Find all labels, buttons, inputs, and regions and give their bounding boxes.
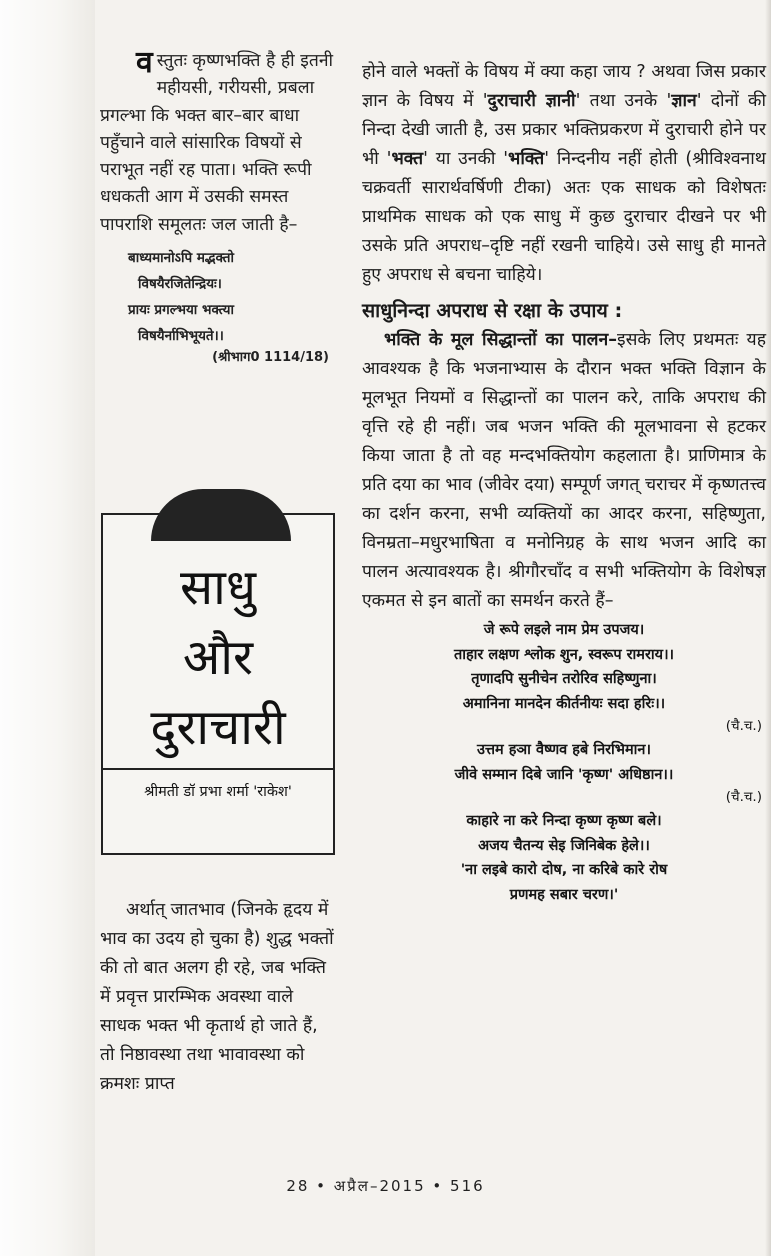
bengali-verse-3 [362, 809, 766, 907]
text-run: होने वाले भक्तों के विषय में क्या कहा जाय ? अथवा जिस प्रकार ज्ञान के विषय में ' [362, 62, 766, 111]
verse-line: तृणादपि सुनीचेन तरोरिव सहिष्णुना। [471, 671, 657, 687]
page-gutter-shade [0, 0, 95, 1256]
verse-line: प्रणमह सबार चरण।' [509, 886, 619, 903]
paragraph [362, 58, 766, 290]
left-column-bottom [100, 896, 336, 1099]
verse-line: 'ना लइबे कारो दोष, ना करिबे कारे रोष [460, 862, 668, 878]
verse-line: जीवे सम्मान दिबे जानि 'कृष्ण' अधिष्ठान।। [454, 766, 674, 783]
text-run: ' दोनों की निन्दा देखी जाती है, उस प्रकार भक्तिप्रकरण में दुराचारी होने पर भी ' [362, 91, 766, 169]
paragraph: अर्थात् जातभाव (जिनके हृदय में भाव का उदय हो चुका है) शुद्ध भक्तों की तो बात अलग ही रहे, जब भक्ति में प्रवृत्त प्रारम्भिक अवस्था वाले साधक भक्त भी कृतार्थ हो जाते हैं, तो निष्ठावस्था तथा भावावस्था को क्रमशः प्राप्त [100, 900, 334, 1094]
emphasis: ज्ञान [671, 91, 697, 111]
verse-line: विषयैर्नाभिभूयते।। [138, 328, 224, 345]
verse-line: प्रायः प्रगल्भया भक्त्या [128, 302, 234, 319]
emphasis: भक्त [391, 149, 424, 169]
drop-cap: व [136, 45, 153, 80]
left-column-top [100, 45, 335, 371]
verse-line: अजय चैतन्य सेइ जिनिबेक हेले।। [478, 837, 650, 854]
verse-reference: (चै.च.) [725, 789, 762, 805]
verse-line: अमानिना मानदेन कीर्तनीयः सदा हरिः।। [462, 695, 666, 712]
verse-line: बाध्यमानोऽपि मद्भक्तो [128, 250, 234, 267]
verse-line: काहारे ना करे निन्दा कृष्ण कृष्ण बले। [466, 813, 662, 829]
divider [103, 768, 333, 770]
page-footer: 28 • अप्रैल–2015 • 516 [286, 1177, 485, 1195]
verse-line: उत्तम हञा वैष्णव हबे निरभिमान। [477, 742, 651, 758]
sanskrit-verse [120, 245, 335, 371]
paragraph [362, 326, 766, 616]
title-line: साधु [180, 559, 256, 616]
emphasis: दुराचारी ज्ञानी [487, 91, 576, 111]
text-run: ' या उनकी ' [423, 149, 509, 169]
section-heading: साधुनिन्दा अपराध से रक्षा के उपाय : [362, 299, 623, 322]
title-line: और [182, 629, 254, 686]
lead-paragraph [100, 45, 335, 239]
bengali-verse-2 [362, 738, 766, 807]
verse-line: विषयैरजितेन्द्रियः। [138, 276, 222, 293]
title-arc-ornament [151, 489, 291, 541]
author-name: श्रीमती डॉ प्रभा शर्मा 'राकेश' [144, 784, 292, 800]
right-column [362, 58, 766, 907]
bengali-verse-1 [362, 618, 766, 736]
lead-text: स्तुतः कृष्णभक्ति है ही इतनी महीयसी, गरीयसी, प्रबला प्रगल्भा कि भक्त बार–बार बाधा पहुँचाने वाले सांसारिक विषयों से पराभूत नहीं रह पाता। भक्ति रूपी धधकती आग में उसकी समस्त पापराशि समूलतः जल जाती है– [100, 51, 334, 235]
text-run: ' तथा उनके ' [575, 91, 672, 111]
text-run: ' निन्दनीय नहीं होती (श्रीविश्वनाथ चक्रवर्ती सारार्थवर्षिणी टीका) अतः एक साधक को विशेषतः प्राथमिक साधक को एक साधु में कुछ दुराचार दीखने पर भी उसके प्रति अपराध–दृष्टि नहीं रखनी चाहिये। उसे साधु ही मानते हुए अपराध से बचना चाहिये। [362, 149, 766, 285]
article-title [103, 553, 333, 763]
verse-reference: (श्रीभाग0 1114/18) [212, 350, 329, 366]
paragraph-lead: भक्ति के मूल सिद्धान्तों का पालन– [384, 330, 617, 350]
title-line: दुराचारी [150, 699, 286, 756]
verse-reference: (चै.च.) [725, 718, 762, 734]
verse-line: जे रूपे लइले नाम प्रेम उपजय। [483, 622, 645, 638]
emphasis: भक्ति [508, 149, 545, 169]
text-run: इसके लिए प्रथमतः यह आवश्यक है कि भजनाभ्यास के दौरान भक्त भक्ति विज्ञान के मूलभूत नियमों व सिद्धान्तों का पालन करे, ताकि अपराध की वृत्ति रहे ही नहीं। जब भजन भक्ति की मूलभावना से हटकर किया जाता है तो वह मन्दभक्तियोग कहलाता है। प्राणिमात्र के प्रति दया का भाव (जीवेर दया) सम्पूर्ण जगत् चराचर में कृष्णतत्त्व का दर्शन करना, सभी व्यक्तियों का आदर करना, सहिष्णुता, विनम्रता–मधुरभाषिता व मनोनिग्रह के साथ भजन आदि का पालन अत्यावश्यक है। श्रीगौरचाँद व सभी भक्तियोग के विशेषज्ञ एकमत से इन बातों का समर्थन करते हैं– [362, 330, 766, 611]
article-title-box [101, 513, 335, 855]
verse-line: ताहार लक्षण श्लोक शुन, स्वरूप रामराय।। [453, 646, 675, 663]
